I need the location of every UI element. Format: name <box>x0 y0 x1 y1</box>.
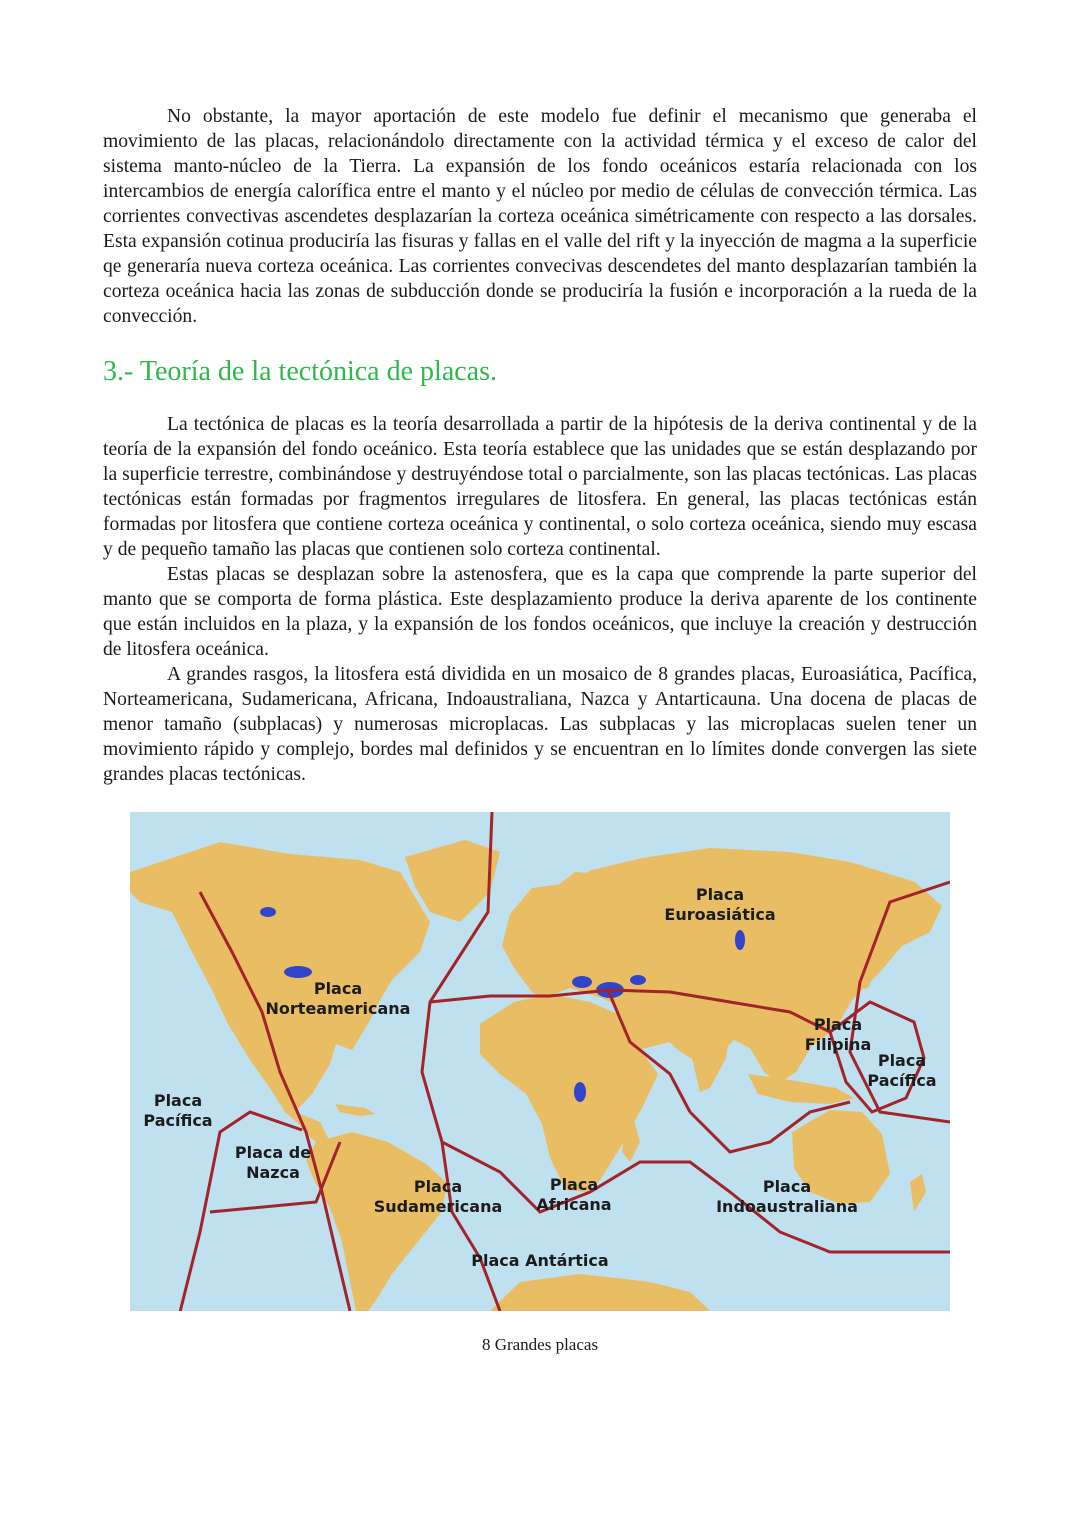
tectonic-plates-map <box>130 812 950 1311</box>
black-sea <box>572 976 592 988</box>
intro-paragraph: No obstante, la mayor aportación de este modelo fue definir el mecanismo que generaba el movimiento de las placas, relacionándolo directamente con la actividad térmica y el exceso de calor del sistema manto-núcleo de la Tierra. La expansión de los fondo oceánicos estaría relacionada con los intercambios de energía calorífica entre el manto y el núcleo por medio de células de convección térmica. Las corrientes convectivas ascendetes desplazarían la corteza oceánica simétricamente con respecto a las dorsales. Esta expansión cotinua produciría las fisuras y fallas en el valle del rift y la inyección de magma a la superficie qe generaría nueva corteza oceánica. Las corrientes convecivas descendetes del manto desplazarían también la corteza oceánica hacia las zonas de subducción donde se produciría la fusión e incorporación a la rueda de la convección. <box>103 106 977 327</box>
figure-caption: 8 Grandes placas <box>481 1335 599 1354</box>
label-filipina: Placa Filipina <box>804 1015 872 1054</box>
aral-sea <box>630 975 646 985</box>
label-euroasiatica: Placa Euroasiática <box>664 885 776 924</box>
label-pacifica-west: Placa Pacífica <box>143 1091 213 1130</box>
paragraph-2: Estas placas se desplazan sobre la astenosfera, que es la capa que comprende la parte superior del manto que se comporta de forma plástica. Este desplazamiento produce la deriva aparente de los continente que están incluidos en la plaza, y la expansión de los fondos oceánicos, que incluye la creación y destrucción de litosfera oceánica. <box>103 564 977 660</box>
label-pacifica-east: Placa Pacífica <box>867 1051 937 1090</box>
label-africana: Placa Africana <box>536 1175 612 1214</box>
label-antartica: Placa Antártica <box>471 1251 609 1270</box>
section-heading: 3.- Teoría de la tectónica de placas. <box>103 356 497 387</box>
map-svg <box>130 812 950 1311</box>
section-text-block <box>103 412 977 787</box>
label-sudamericana: Placa Sudamericana <box>373 1177 503 1216</box>
label-norteamericana: Placa Norteamericana <box>265 979 411 1018</box>
label-nazca: Placa de Nazca <box>234 1143 312 1182</box>
label-indoaustraliana: Placa Indoaustraliana <box>716 1177 858 1216</box>
paragraph-3: A grandes rasgos, la litosfera está dividida en un mosaico de 8 grandes placas, Euroasiática, Pacífica, Norteamericana, Sudamericana, Africana, Indoaustraliana, Nazca y Antarticauna. Una docena de placas de menor tamaño (subplacas) y numerosas microplacas. Las subplacas y las microplacas suelen tener un movimiento rápido y complejo, bordes mal definidos y se encuentran en lo límites donde convergen las siete grandes placas tectónicas. <box>103 664 977 785</box>
great-lakes <box>284 966 312 978</box>
lake-baikal <box>735 930 745 950</box>
intro-text-block <box>103 104 977 329</box>
african-lakes <box>574 1082 586 1102</box>
paragraph-1: La tectónica de placas es la teoría desarrollada a partir de la hipótesis de la deriva continental y de la teoría de la expansión del fondo oceánico. Esta teoría establece que las unidades que se están desplazando por la superficie terrestre, combinándose y destruyéndose total o parcialmente, son las placas tectónicas. Las placas tectónicas están formadas por fragmentos irregulares de litosfera. En general, las placas tectónicas están formadas por litosfera que contiene corteza oceánica y continental, o solo corteza oceánica, siendo muy escasa y de pequeño tamaño las placas que contienen solo corteza continental. <box>103 414 977 560</box>
canadian-lakes <box>260 907 276 917</box>
